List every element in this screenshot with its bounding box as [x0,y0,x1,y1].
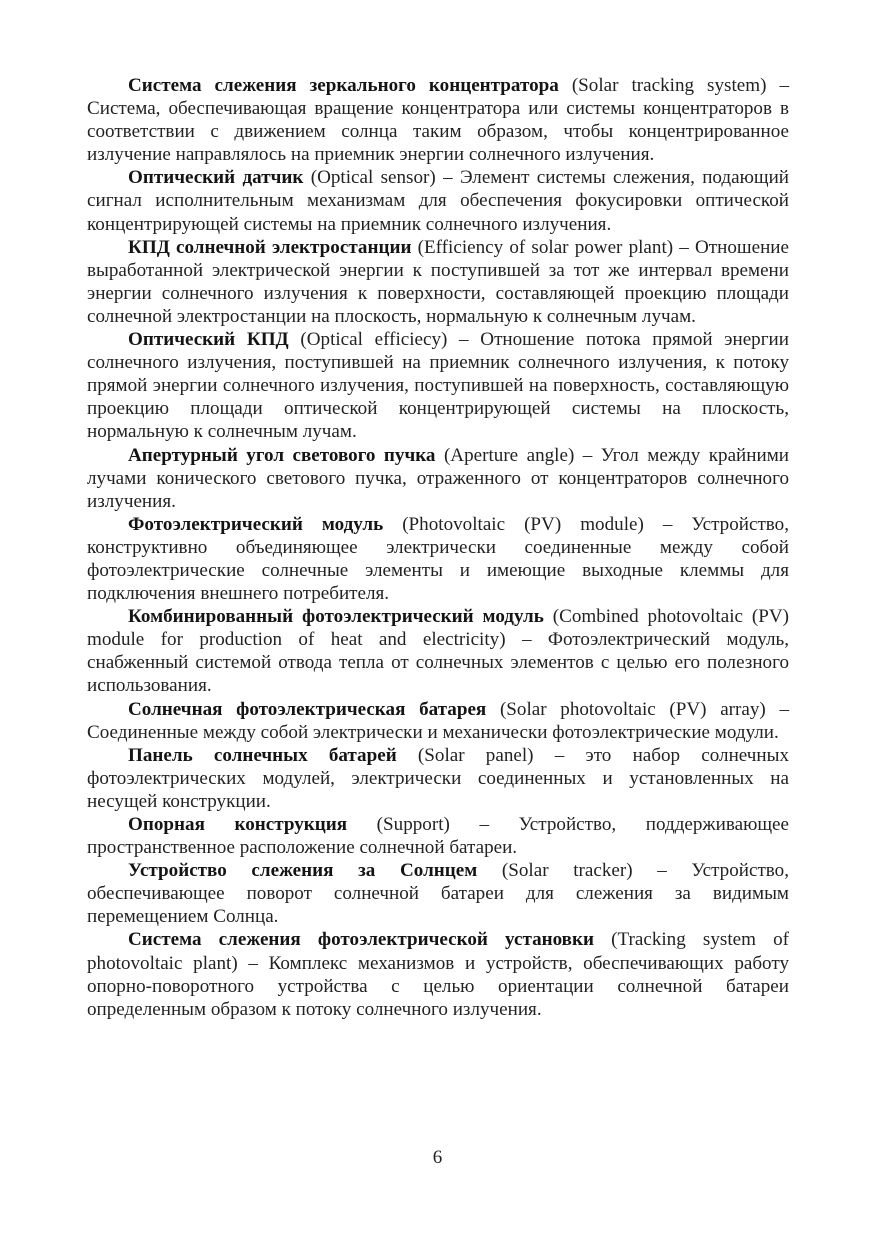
term-name: Устройство слежения за Солнцем [128,860,478,882]
term-entry [87,928,789,1020]
term-name: Система слежения зеркального концентратора [128,75,559,96]
term-definition: (Solar panel) – это набор солнечных фотоэлектрических модулей, электрически соединенных и установленных на несущей конструкции. [87,744,790,812]
term-entry [87,236,789,328]
term-definition: (Optical efficiecy) – Отношение потока прямой энергии солнечного излучения, поступившей на приемник солнечного излучения, к потоку прямой энергии солнечного излучения, поступившей на поверхность, составляющую проекцию площади оптической концентрирующей системы на плоскость, нормальную к солнечным лучам. [87,329,789,443]
page-number: 6 [432,1147,443,1168]
term-entry [87,859,789,928]
term-entry [87,166,789,235]
term-entry [87,444,789,513]
term-definition: (Combined photovoltaic (PV) module for production of heat and electricity) – Фотоэлектрический модуль, снабженный системой отвода тепла от солнечных элементов с целью его полезного использования. [87,606,790,697]
term-entry [87,698,789,744]
term-name: Комбинированный фотоэлектрический модуль [128,606,544,628]
term-name: Система слежения фотоэлектрической установки [128,929,595,951]
term-definition: (Solar photovoltaic (PV) array) – Соединенные между собой электрически и механически фотоэлектрические модули. [87,698,789,743]
term-entry [87,74,789,166]
term-definition: (Solar tracking system) – Система, обеспечивающая вращение концентратора или системы концентраторов в соответствии с движением солнца таким образом, чтобы концентрированное излучение направлялось на приемник энергии солнечного излучения. [87,75,789,166]
term-entry [87,605,789,697]
term-definition: (Efficiency of solar power plant) – Отношение выработанной электрической энергии к поступившей за тот же интервал времени энергии солнечного излучения к поверхности, составляющей проекцию площади солнечной электростанции на плоскость, нормальную к солнечным лучам. [87,236,789,327]
term-definition: (Solar tracker) – Устройство, обеспечивающее поворот солнечной батареи для слежения за видимым перемещением Солнца. [87,860,789,928]
term-entry [87,513,789,605]
term-name: Панель солнечных батарей [128,744,397,766]
term-name: Оптический КПД [128,329,289,351]
term-name: Апертурный угол светового пучка [128,444,436,466]
term-name: Фотоэлектрический модуль [128,513,384,535]
term-entry [87,744,789,813]
document-page [87,74,789,1021]
term-definition: (Optical sensor) – Элемент системы слежения, подающий сигнал исполнительным механизмам для обеспечения фокусировки оптической концентрирующей системы на приемник солнечного излучения. [87,167,790,235]
term-definition: (Support) – Устройство, поддерживающее пространственное расположение солнечной батареи. [87,814,789,859]
term-definition: (Tracking system of photovoltaic plant) – Комплекс механизмов и устройств, обеспечивающих работу опорно-поворотного устройства с целью ориентации солнечной батареи определенным образом к потоку солнечного излучения. [87,929,789,1020]
term-name: Опорная конструкция [128,814,348,835]
term-definition: (Aperture angle) – Угол между крайними лучами конического светового пучка, отраженного от концентраторов солнечного излучения. [87,444,789,512]
term-name: Солнечная фотоэлектрическая батарея [128,698,487,720]
term-name: КПД солнечной электростанции [128,236,412,258]
term-name: Оптический датчик [128,167,304,189]
term-entry [87,328,789,443]
term-entry [87,813,789,859]
term-definition: (Photovoltaic (PV) module) – Устройство, конструктивно объединяющее электрически соединенные между собой фотоэлектрические солнечные элементы и имеющие выходные клеммы для подключения внешнего потребителя. [87,513,789,605]
